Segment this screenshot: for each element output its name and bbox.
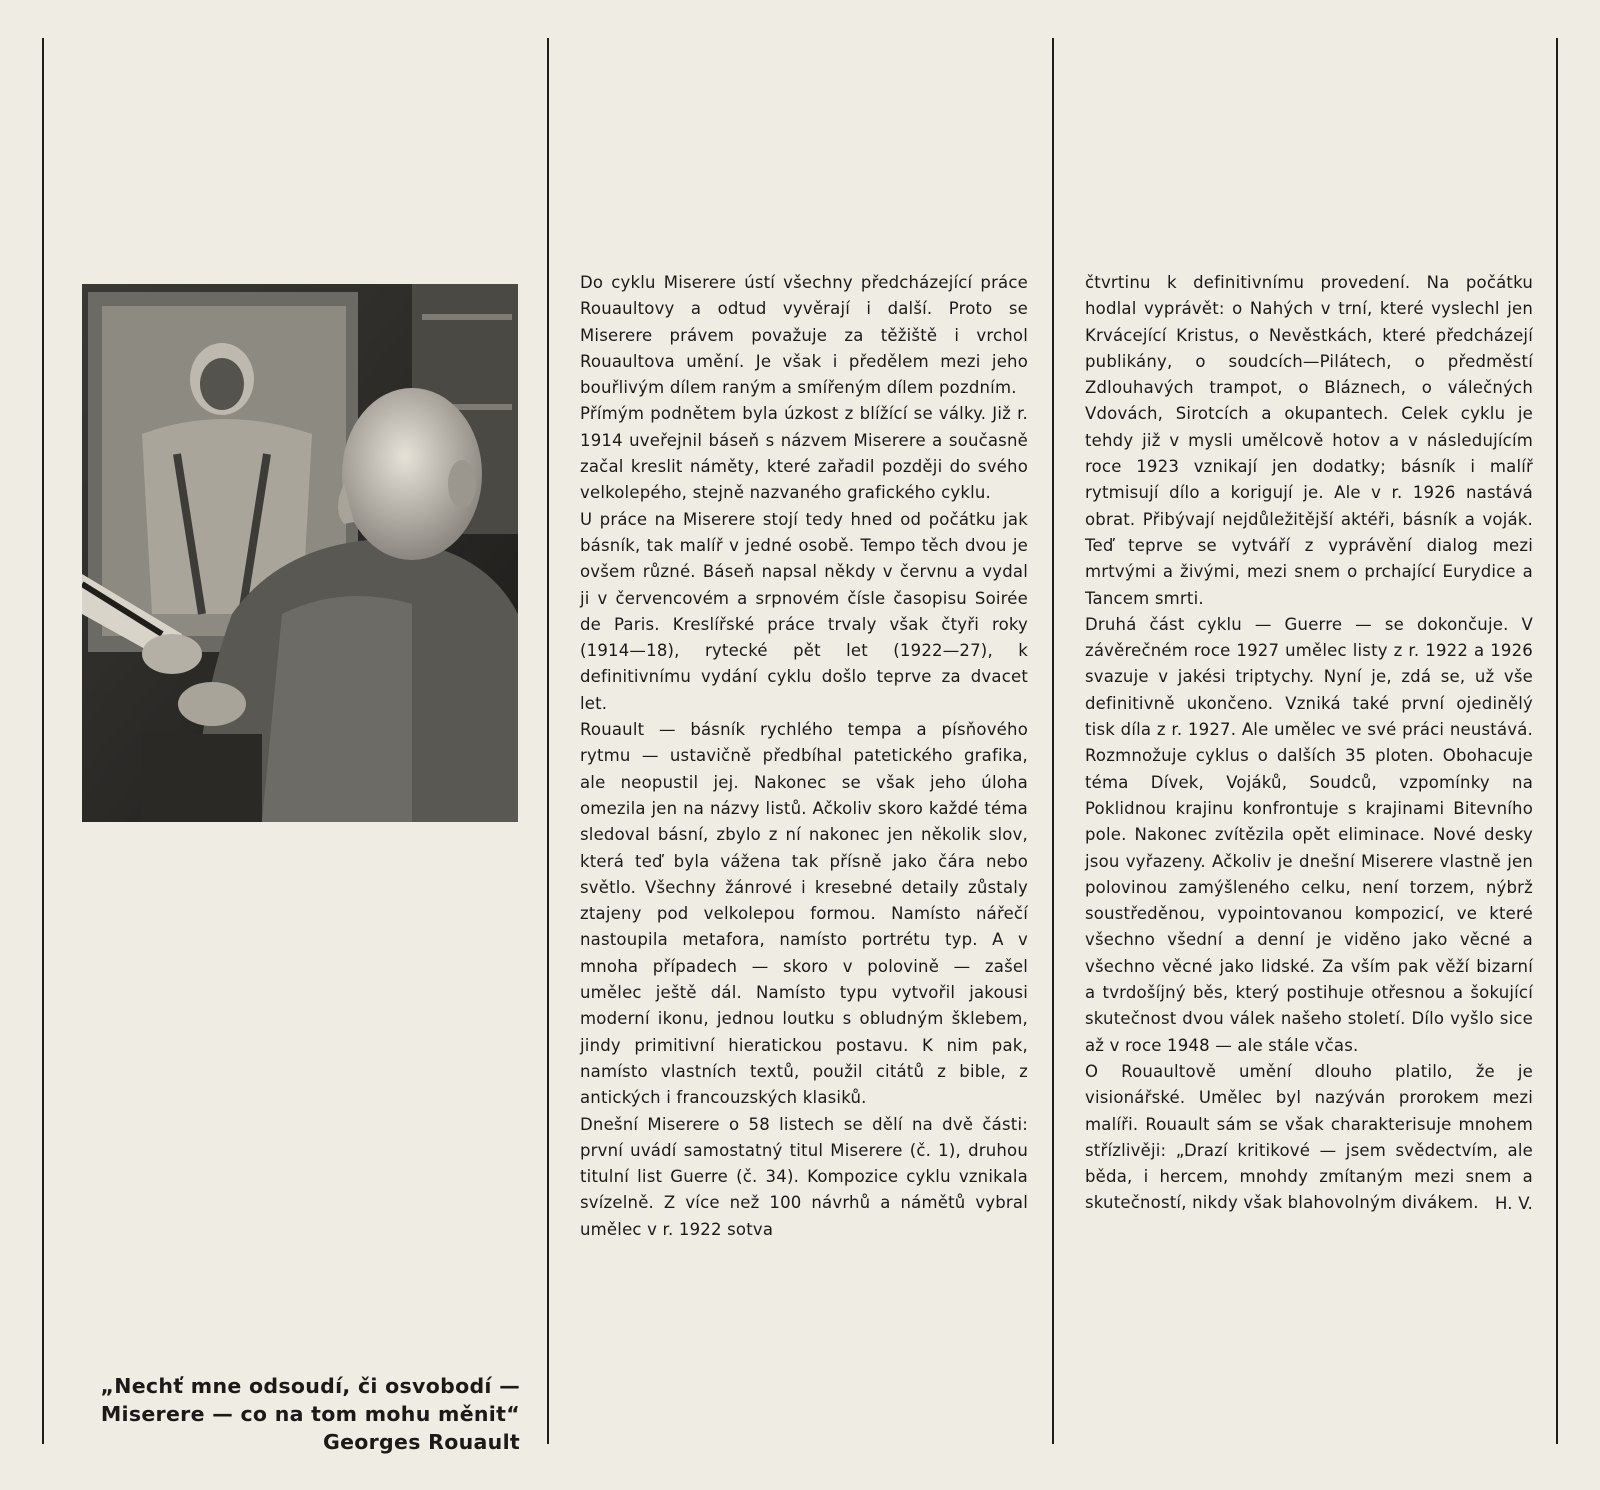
quote-line: „Nechť mne odsoudí, či osvobodí —: [100, 1374, 520, 1398]
paragraph: Do cyklu Miserere ústí všechny předcházející práce Rouaultovy a odtud vyvěrají i další. Proto se Miserere právem považuje za těžiště i vrchol Rouaultova umění. Je však i předělem mezi jeho bouřlivým dílem raným a smířeným dílem pozdním.: [580, 273, 1028, 398]
signature: H. V.: [1494, 1193, 1533, 1213]
paragraph: Dnešní Miserere o 58 listech se dělí na dvě části: první uvádí samostatný titul Miserere (č. 1), druhou titulní list Guerre (č. 34). Kompozice cyklu vznikala svízelně. Z více než 100 návrhů a námětů vybral umělec v r. 1922 sotva: [580, 1114, 1028, 1239]
pull-quote: [70, 1372, 520, 1456]
photo-of-artist-reading-icon: [82, 284, 518, 822]
column-rule-1: [42, 38, 44, 1444]
quote-author: Georges Rouault: [322, 1430, 520, 1454]
column-rule-4: [1556, 38, 1558, 1444]
paragraph: čtvrtinu k definitivnímu provedení. Na počátku hodlal vyprávět: o Nahých v trní, které vyslechl jen Krvácející Kristus, o Nevěstkách, které předcházejí publikány, o soudcích—Pilátech, o předměstí Zdlouhavých trampot, o Bláznech, o válečných Vdovách, Sirotcích a okupantech. Celek cyklu je tehdy již v mysli umělcově hotov a v následujícím roce 1923 vznikají jen dodatky; básník i malíř rytmisují dílo a korigují je. Ale v r. 1926 nastává obrat. Přibývají nejdůležitější aktéři, básník a voják. Teď teprve se vytváří z vyprávění dialog mezi mrtvými a živými, mezi snem o prchající Eurydice a Tancem smrti.: [1085, 273, 1533, 608]
closing-paragraph-with-signature: [1085, 1059, 1533, 1217]
paragraph: U práce na Miserere stojí tedy hned od počátku jak básník, tak malíř v jedné osobě. Tempo těch dvou je ovšem různé. Báseň napsal někdy v červnu a vydal ji v červencovém a srpnovém čísle časopisu Soirée de Paris. Kreslířské práce trvaly však čtyři roky (1914—18), rytecké pět let (1922—27), k definitivnímu vydání cyklu došlo teprve za dvacet let.: [580, 509, 1028, 713]
article-column-2: [1085, 270, 1533, 1217]
quote-line: Miserere — co na tom mohu měnit“: [100, 1402, 520, 1426]
paragraph: Druhá část cyklu — Guerre — se dokončuje. V závěrečném roce 1927 umělec listy z r. 1922 a 1926 svazuje v jakési triptychy. Nyní je, zdá se, už vše definitivně ukončeno. Vzniká také první ojedinělý tisk díla z r. 1927. Ale umělec ve své práci neustává. Rozmnožuje cyklus o dalších 35 ploten. Obohacuje téma Dívek, Vojáků, Soudců, vzpomínky na Poklidnou krajinu konfrontuje s krajinami Bitevního pole. Nakonec zvítězila opět eliminace. Nové desky jsou vyřazeny. Ačkoliv je dnešní Miserere vlastně jen polovinou zamýšleného celku, není torzem, nýbrž soustředěnou, vypointovanou kompozicí, ve které všechno všední a denní je viděno jako věcné a všechno věcné jako lidské. Za vším pak věží bizarní a tvrdošíjný běs, který postihuje otřesnou a šokující skutečnost dvou válek našeho století. Dílo vyšlo sice až v roce 1948 — ale stále včas.: [1085, 614, 1533, 1055]
paragraph: Přímým podnětem byla úzkost z blížící se války. Již r. 1914 uveřejnil báseň s názvem Miserere a současně začal kreslit náměty, které zařadil později do svého velkolepého, stejně nazvaného grafického cyklu.: [580, 404, 1028, 503]
artist-photo: [82, 284, 518, 822]
column-rule-3: [1052, 38, 1054, 1444]
paragraph: Rouault — básník rychlého tempa a písňového rytmu — ustavičně předbíhal patetického grafika, ale neopustil jej. Nakonec se však jeho úloha omezila jen na názvy listů. Ačkoliv skoro každé téma sledoval básní, zbylo z ní nakonec jen několik slov, která teď byla vážena tak přísně jako čára nebo světlo. Všechny žánrové i kresebné detaily zůstaly ztajeny pod velkolepou formou. Namísto nářečí nastoupila metafora, namísto portrétu typ. A v mnoha případech — skoro v polovině — zašel umělec ještě dál. Namísto typu vytvořil jakousi moderní ikonu, jednou loutku s obludným šklebem, jindy primitivní hieratickou postavu. K nim pak, namísto vlastních textů, použil citátů z bible, z antických i francouzských klasiků.: [580, 720, 1028, 1108]
article-column-1: [580, 270, 1028, 1243]
paragraph: O Rouaultově umění dlouho platilo, že je visionářské. Umělec byl nazýván prorokem mezi malíři. Rouault sám se však charakterisuje mnohem střízlivěji: „Drazí kritikové — jsem svědectvím, ale běda, i hercem, mnohdy zmítaným mezi snem a skutečností, nikdy však blahovolným divákem.: [1085, 1061, 1533, 1213]
column-rule-2: [547, 38, 549, 1444]
